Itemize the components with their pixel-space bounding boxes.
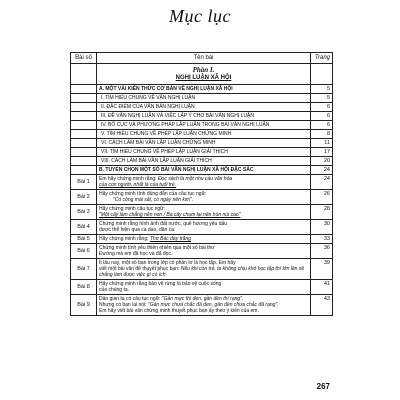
item-title: II. ĐẶC ĐIỂM CỦA VĂN BẢN NGHỊ LUẬN xyxy=(97,103,311,112)
lesson-page: 43 xyxy=(311,295,333,316)
lesson-page: 30 xyxy=(311,220,333,235)
item-title: III. ĐỀ VĂN NGHỊ LUẬN VÀ VIỆC LẬP Ý CHO BÀI VĂN NGHỊ LUẬN xyxy=(97,112,311,121)
section-b-row xyxy=(71,166,333,175)
lesson-number: Bài 3 xyxy=(71,205,97,220)
item-page: 6 xyxy=(311,121,333,130)
page-number: 267 xyxy=(316,382,330,391)
lesson-title: Chứng minh rằng hình ảnh đất nước, quê hương yêu dấu được thể hiện qua ca dao, dân ca. xyxy=(97,220,311,235)
lesson-number: Bài 2 xyxy=(71,190,97,205)
item-page: 8 xyxy=(311,130,333,139)
lesson-number: Bài 1 xyxy=(71,175,97,190)
table-row xyxy=(71,139,333,148)
lesson-title: Hãy chứng minh câu tục ngữ: "Một cây làm chẳng nên non / Ba cây chụm lại nên hòn núi cao" xyxy=(97,205,311,220)
item-title: IV. BỐ CỤC VÀ PHƯƠNG PHÁP LẬP LUẬN TRONG BÀI VĂN NGHỊ LUẬN xyxy=(97,121,311,130)
item-title: V. TÌM HIỂU CHUNG VỀ PHÉP LẬP LUẬN CHỨNG MINH xyxy=(97,130,311,139)
lesson-title: Chứng minh tính yêu thiên nhiên qua một số bài thơ Đường mà em đã học và đã đọc. xyxy=(97,244,311,259)
header-page: Trang xyxy=(311,53,333,64)
lesson-page: 41 xyxy=(311,280,333,295)
section-b-title: B. TUYỂN CHỌN MỘT SỐ BÀI VĂN NGHỊ LUẬN XÃ HỘI ĐẶC SẮC xyxy=(97,166,311,175)
table-row xyxy=(71,130,333,139)
lesson-row xyxy=(71,175,333,190)
lesson-row xyxy=(71,259,333,280)
header-lesson: Bài số xyxy=(71,53,97,64)
lesson-page: 33 xyxy=(311,235,333,244)
section-b-page: 24 xyxy=(311,166,333,175)
table-row xyxy=(71,121,333,130)
table-row xyxy=(71,94,333,103)
item-title: I. TÌM HIỂU CHUNG VỀ VĂN NGHỊ LUẬN xyxy=(97,94,311,103)
item-title: VIII. CÁCH LÀM BÀI VĂN LẬP LUẬN GIẢI THÍCH xyxy=(97,157,311,166)
part-name: NGHỊ LUẬN XÃ HỘI xyxy=(175,75,232,81)
item-title: VI. CÁCH LÀM BÀI VĂN LẬP LUẬN CHỨNG MINH xyxy=(97,139,311,148)
lesson-title: Hãy chứng minh rằng bảo vệ rừng là bảo vệ cuộc sống của chúng ta. xyxy=(97,280,311,295)
lesson-title: Ít lâu nay, một số bạn trong lớp có phần lơ là học tập. Em hãy viết một bài văn để thuyết phục bạn: Nếu khi còn trẻ, ta không chịu khó học tập thì lớn lên sẽ chẳng làm được việc gì có ích xyxy=(97,259,311,280)
item-page: 17 xyxy=(311,148,333,157)
item-page: 20 xyxy=(311,157,333,166)
table-row xyxy=(71,103,333,112)
item-title: VII. TÌM HIỂU CHUNG VỀ PHÉP LẬP LUẬN GIẢI THÍCH xyxy=(97,148,311,157)
section-a-row xyxy=(71,85,333,94)
table-header-row xyxy=(71,53,333,64)
lesson-number: Bài 8 xyxy=(71,280,97,295)
lesson-number: Bài 7 xyxy=(71,259,97,280)
table-row xyxy=(71,112,333,121)
lesson-title: Em hãy chứng minh rằng: Đọc sách là một nhu cầu văn hóa của con người, nhất là của tuổi trẻ. xyxy=(97,175,311,190)
lesson-number: Bài 9 xyxy=(71,295,97,316)
lesson-row xyxy=(71,244,333,259)
section-a-title: A. MỘT VÀI KIẾN THỨC CƠ BẢN VỀ NGHỊ LUẬN XÃ HỘI xyxy=(97,85,311,94)
section-a-page: 5 xyxy=(311,85,333,94)
part-label: Phần I. xyxy=(192,66,215,74)
header-title: Tên bài xyxy=(97,53,311,64)
lesson-page: 26 xyxy=(311,190,333,205)
page-title: Mục lục xyxy=(169,6,231,26)
lesson-row xyxy=(71,190,333,205)
lesson-page: 36 xyxy=(311,244,333,259)
item-page: 5 xyxy=(311,94,333,103)
lesson-number: Bài 5 xyxy=(71,235,97,244)
lesson-title: Dân gian ta có câu tục ngữ: "Gần mực thì đen, gần đèn thì rạng". Nhưng có bạn lại nói: "Gần mực chưa chắc đã đen, gần đèn chưa chắc đã rạng". Em hãy viết bài văn chứng minh thuyết phục bạn ấy theo ý kiến của em. xyxy=(97,295,311,316)
lesson-title: Hãy chứng minh tính đúng đắn của câu tục ngữ: "Có công mài sắt, có ngày nên kim". xyxy=(97,190,311,205)
lesson-title: Hãy chứng minh rằng: Thơ Bác đầy trăng xyxy=(97,235,311,244)
lesson-row xyxy=(71,295,333,316)
item-page: 6 xyxy=(311,103,333,112)
lesson-row xyxy=(71,220,333,235)
lesson-row xyxy=(71,235,333,244)
lesson-number: Bài 4 xyxy=(71,220,97,235)
table-row xyxy=(71,157,333,166)
item-page: 11 xyxy=(311,139,333,148)
lesson-page: 24 xyxy=(311,175,333,190)
lesson-page: 28 xyxy=(311,205,333,220)
lesson-page: 39 xyxy=(311,259,333,280)
lesson-row xyxy=(71,280,333,295)
item-page: 6 xyxy=(311,112,333,121)
lesson-row xyxy=(71,205,333,220)
table-of-contents xyxy=(70,52,333,316)
part-row xyxy=(71,64,333,85)
table-row xyxy=(71,148,333,157)
lesson-number: Bài 6 xyxy=(71,244,97,259)
